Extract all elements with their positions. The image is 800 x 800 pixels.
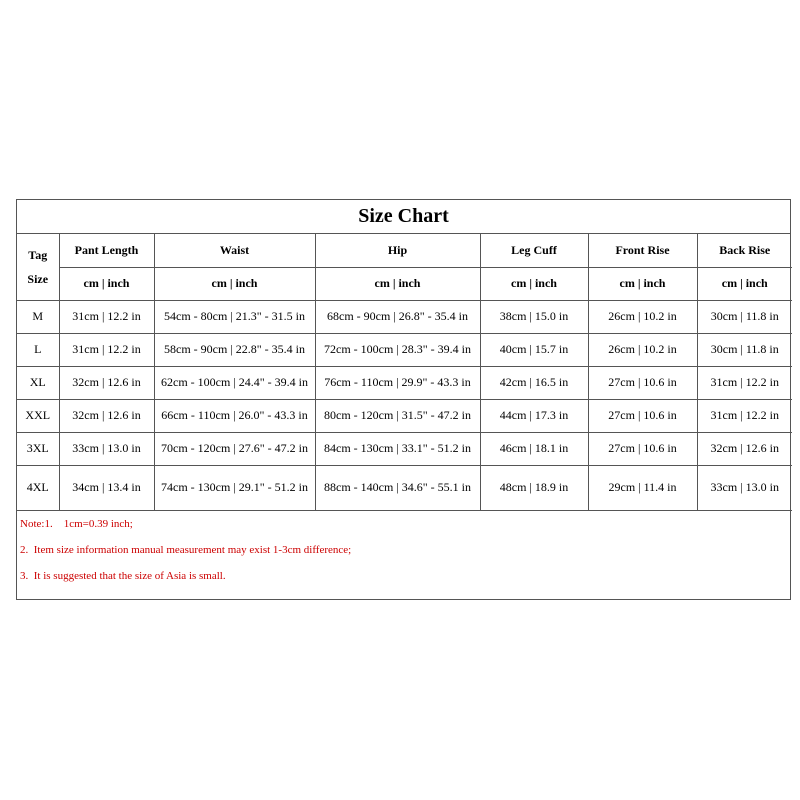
back-rise-cell: 32cm | 12.6 in [697,432,792,465]
unit-cell: cm | inch [697,267,792,300]
unit-row [17,267,792,300]
col-back-rise: Back Rise [697,234,792,267]
table-row [17,300,792,333]
hip-cell: 76cm - 110cm | 29.9" - 43.3 in [315,366,480,399]
front-rise-cell: 26cm | 10.2 in [588,300,697,333]
leg-cuff-cell: 40cm | 15.7 in [480,333,588,366]
table-row [17,366,792,399]
waist-cell: 54cm - 80cm | 21.3" - 31.5 in [154,300,315,333]
size-cell: 3XL [17,432,59,465]
waist-cell: 66cm - 110cm | 26.0" - 43.3 in [154,399,315,432]
col-waist: Waist [154,234,315,267]
unit-cell: cm | inch [480,267,588,300]
table-row [17,432,792,465]
size-cell: 4XL [17,465,59,510]
back-rise-cell: 31cm | 12.2 in [697,399,792,432]
hip-cell: 80cm - 120cm | 31.5" - 47.2 in [315,399,480,432]
front-rise-cell: 27cm | 10.6 in [588,366,697,399]
col-hip: Hip [315,234,480,267]
note-line: 2. Item size information manual measurement may exist 1-3cm difference; [20,543,352,556]
waist-cell: 58cm - 90cm | 22.8" - 35.4 in [154,333,315,366]
pant-length-cell: 33cm | 13.0 in [59,432,154,465]
unit-cell: cm | inch [315,267,480,300]
note-line: 3. It is suggested that the size of Asia is small. [20,569,226,582]
front-rise-cell: 26cm | 10.2 in [588,333,697,366]
table-row [17,465,792,510]
front-rise-cell: 27cm | 10.6 in [588,399,697,432]
size-cell: XXL [17,399,59,432]
leg-cuff-cell: 38cm | 15.0 in [480,300,588,333]
back-rise-cell: 30cm | 11.8 in [697,300,792,333]
back-rise-cell: 31cm | 12.2 in [697,366,792,399]
unit-cell: cm | inch [154,267,315,300]
hip-cell: 68cm - 90cm | 26.8" - 35.4 in [315,300,480,333]
pant-length-cell: 34cm | 13.4 in [59,465,154,510]
size-table [17,234,792,511]
front-rise-cell: 27cm | 10.6 in [588,432,697,465]
note-line: Note:1. 1cm=0.39 inch; [20,517,133,530]
unit-cell: cm | inch [59,267,154,300]
front-rise-cell: 29cm | 11.4 in [588,465,697,510]
leg-cuff-cell: 48cm | 18.9 in [480,465,588,510]
size-cell: L [17,333,59,366]
back-rise-cell: 30cm | 11.8 in [697,333,792,366]
tag-size-header [17,234,59,300]
size-cell: XL [17,366,59,399]
header-row [17,234,792,267]
unit-cell: cm | inch [588,267,697,300]
chart-title: Size Chart [17,200,790,234]
pant-length-cell: 32cm | 12.6 in [59,366,154,399]
waist-cell: 74cm - 130cm | 29.1" - 51.2 in [154,465,315,510]
table-row [17,333,792,366]
waist-cell: 70cm - 120cm | 27.6" - 47.2 in [154,432,315,465]
pant-length-cell: 31cm | 12.2 in [59,300,154,333]
col-front-rise: Front Rise [588,234,697,267]
pant-length-cell: 32cm | 12.6 in [59,399,154,432]
size-chart [16,199,791,600]
hip-cell: 72cm - 100cm | 28.3" - 39.4 in [315,333,480,366]
hip-cell: 84cm - 130cm | 33.1" - 51.2 in [315,432,480,465]
size-label: Size [27,271,49,286]
waist-cell: 62cm - 100cm | 24.4" - 39.4 in [154,366,315,399]
col-leg-cuff: Leg Cuff [480,234,588,267]
notes-section [17,511,790,589]
col-pant-length: Pant Length [59,234,154,267]
size-cell: M [17,300,59,333]
leg-cuff-cell: 46cm | 18.1 in [480,432,588,465]
leg-cuff-cell: 44cm | 17.3 in [480,399,588,432]
pant-length-cell: 31cm | 12.2 in [59,333,154,366]
tag-label: Tag [28,247,48,262]
leg-cuff-cell: 42cm | 16.5 in [480,366,588,399]
table-row [17,399,792,432]
hip-cell: 88cm - 140cm | 34.6" - 55.1 in [315,465,480,510]
back-rise-cell: 33cm | 13.0 in [697,465,792,510]
